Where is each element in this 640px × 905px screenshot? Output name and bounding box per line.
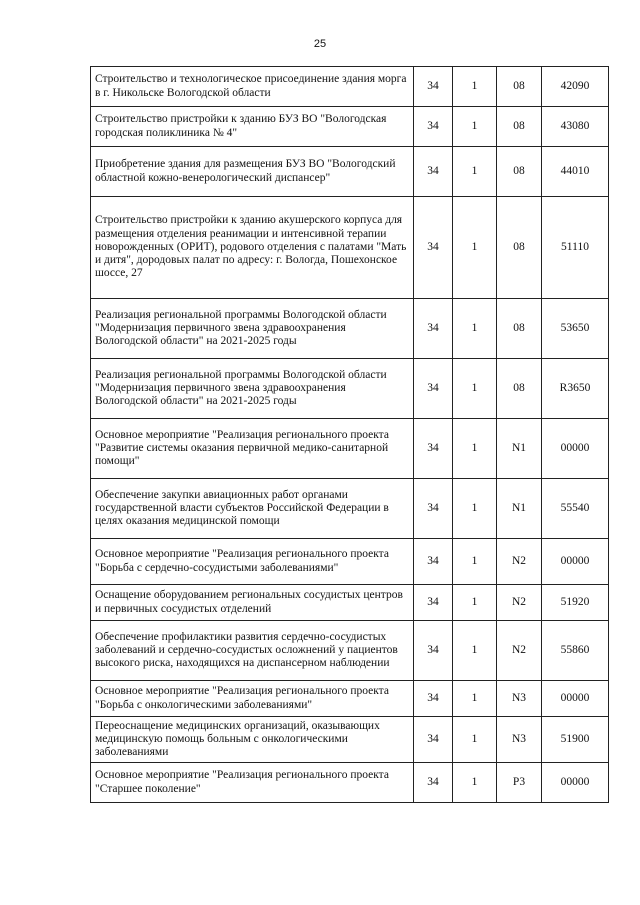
program-code: N3 [497, 717, 542, 763]
section-code: 34 [414, 359, 453, 419]
row-description: Обеспечение закупки авиационных работ органами государственной власти субъектов Российской Федерации в целях оказания медицинской помощи [91, 479, 414, 539]
program-code: 08 [497, 359, 542, 419]
table-row [91, 359, 609, 419]
program-code: 08 [497, 107, 542, 147]
table-row [91, 585, 609, 621]
section-code: 34 [414, 67, 453, 107]
target-code: 51900 [542, 717, 609, 763]
section-code: 34 [414, 147, 453, 197]
target-code: 00000 [542, 539, 609, 585]
table-row [91, 479, 609, 539]
table-row [91, 621, 609, 681]
table-row [91, 717, 609, 763]
table-row [91, 67, 609, 107]
row-description: Строительство пристройки к зданию БУЗ ВО "Вологодская городская поликлиника № 4" [91, 107, 414, 147]
section-code: 34 [414, 585, 453, 621]
table-row [91, 197, 609, 299]
row-description: Основное мероприятие "Реализация регионального проекта "Борьба с сердечно-сосудистыми заболеваниями" [91, 539, 414, 585]
section-code: 34 [414, 539, 453, 585]
table-row [91, 107, 609, 147]
program-code: N2 [497, 539, 542, 585]
target-code: 00000 [542, 419, 609, 479]
row-description: Реализация региональной программы Вологодской области "Модернизация первичного звена здравоохранения Вологодской области" на 2021-2025 годы [91, 299, 414, 359]
section-code: 34 [414, 299, 453, 359]
subsection-code: 1 [453, 763, 497, 803]
target-code: 51920 [542, 585, 609, 621]
program-code: N3 [497, 681, 542, 717]
section-code: 34 [414, 681, 453, 717]
table-row [91, 539, 609, 585]
target-code: 55860 [542, 621, 609, 681]
target-code: 51110 [542, 197, 609, 299]
target-code: R3650 [542, 359, 609, 419]
target-code: 42090 [542, 67, 609, 107]
table-row [91, 419, 609, 479]
program-code: 08 [497, 147, 542, 197]
section-code: 34 [414, 717, 453, 763]
table-row [91, 681, 609, 717]
subsection-code: 1 [453, 197, 497, 299]
row-description: Реализация региональной программы Вологодской области "Модернизация первичного звена здравоохранения Вологодской области" на 2021-2025 годы [91, 359, 414, 419]
subsection-code: 1 [453, 539, 497, 585]
row-description: Строительство пристройки к зданию акушерского корпуса для размещения отделения реанимации и интенсивной терапии новорожденных (ОРИТ), родового отделения с палатами "Мать и дитя", дородовых палат по адресу: г. Вологда, Пошехонское шоссе, 27 [91, 197, 414, 299]
section-code: 34 [414, 479, 453, 539]
table-row [91, 299, 609, 359]
subsection-code: 1 [453, 585, 497, 621]
subsection-code: 1 [453, 681, 497, 717]
subsection-code: 1 [453, 299, 497, 359]
section-code: 34 [414, 419, 453, 479]
subsection-code: 1 [453, 717, 497, 763]
target-code: 43080 [542, 107, 609, 147]
row-description: Основное мероприятие "Реализация регионального проекта "Борьба с онкологическими заболеваниями" [91, 681, 414, 717]
table-row [91, 147, 609, 197]
budget-table [90, 66, 609, 803]
subsection-code: 1 [453, 479, 497, 539]
subsection-code: 1 [453, 107, 497, 147]
target-code: 44010 [542, 147, 609, 197]
subsection-code: 1 [453, 359, 497, 419]
subsection-code: 1 [453, 621, 497, 681]
row-description: Переоснащение медицинских организаций, оказывающих медицинскую помощь больным с онкологическими заболеваниями [91, 717, 414, 763]
program-code: 08 [497, 299, 542, 359]
section-code: 34 [414, 107, 453, 147]
program-code: N1 [497, 419, 542, 479]
row-description: Основное мероприятие "Реализация регионального проекта "Развитие системы оказания первичной медико-санитарной помощи" [91, 419, 414, 479]
program-code: N1 [497, 479, 542, 539]
row-description: Приобретение здания для размещения БУЗ ВО "Вологодский областной кожно-венерологический диспансер" [91, 147, 414, 197]
section-code: 34 [414, 621, 453, 681]
program-code: P3 [497, 763, 542, 803]
row-description: Основное мероприятие "Реализация регионального проекта "Старшее поколение" [91, 763, 414, 803]
program-code: N2 [497, 585, 542, 621]
subsection-code: 1 [453, 419, 497, 479]
row-description: Оснащение оборудованием региональных сосудистых центров и первичных сосудистых отделений [91, 585, 414, 621]
section-code: 34 [414, 197, 453, 299]
target-code: 00000 [542, 681, 609, 717]
subsection-code: 1 [453, 147, 497, 197]
page-number: 25 [313, 38, 327, 50]
row-description: Обеспечение профилактики развития сердечно-сосудистых заболеваний и сердечно-сосудистых осложнений у пациентов высокого риска, находящихся на диспансерном наблюдении [91, 621, 414, 681]
subsection-code: 1 [453, 67, 497, 107]
program-code: N2 [497, 621, 542, 681]
target-code: 00000 [542, 763, 609, 803]
target-code: 55540 [542, 479, 609, 539]
program-code: 08 [497, 67, 542, 107]
section-code: 34 [414, 763, 453, 803]
program-code: 08 [497, 197, 542, 299]
table-row [91, 763, 609, 803]
target-code: 53650 [542, 299, 609, 359]
row-description: Строительство и технологическое присоединение здания морга в г. Никольске Вологодской области [91, 67, 414, 107]
